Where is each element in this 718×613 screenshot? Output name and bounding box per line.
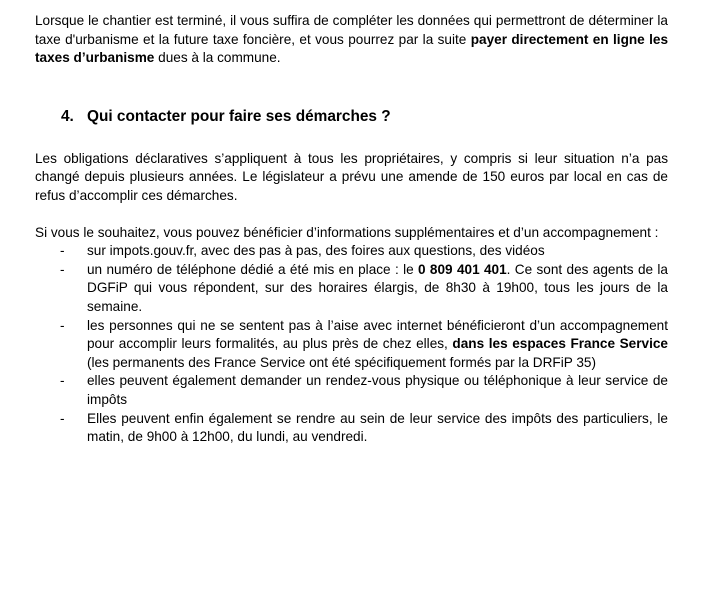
list-item-text: elles peuvent également demander un rendez-vous physique ou téléphonique à leur service de impôts	[87, 373, 668, 407]
bullet-dash: -	[60, 243, 65, 259]
help-list	[35, 242, 668, 447]
document-page	[35, 12, 668, 447]
bullet-dash: -	[60, 317, 65, 333]
list-item-text-tail: (les permanents des France Service ont été spécifiquement formés par la DRFiP 35)	[87, 354, 596, 370]
list-item	[35, 372, 668, 409]
paragraph-obligations: Les obligations déclaratives s’appliquent à tous les propriétaires, y compris si leur situation n’a pas changé depuis plusieurs années. Le législateur a prévu une amende de 150 euros par local en cas de refus d’accomplir ces démarches.	[35, 150, 668, 203]
bullet-dash: -	[60, 373, 65, 389]
list-item-text: sur impots.gouv.fr, avec des pas à pas, des foires aux questions, des vidéos	[87, 243, 545, 259]
section-heading	[61, 107, 668, 127]
list-item	[35, 261, 668, 317]
bullet-dash: -	[60, 410, 65, 426]
list-item-text: Elles peuvent enfin également se rendre au sein de leur service des impôts des particuliers, le matin, de 9h00 à 12h00, du lundi, au vendredi.	[87, 410, 668, 445]
paragraph-completion-text: Lorsque le chantier est terminé, il vous suffira de compléter les données qui permettront de déterminer la taxe d'urbanisme et la future taxe foncière, et vous pourrez par la suite	[35, 13, 668, 47]
list-item-text: un numéro de téléphone dédié a été mis en place : le	[87, 261, 419, 277]
france-service-emphasis: dans les espaces France Service	[452, 336, 668, 352]
list-item	[35, 242, 668, 261]
paragraph-completion	[35, 12, 668, 68]
paragraph-completion-bold: payer directement en ligne les taxes d’urbanisme	[35, 31, 669, 66]
list-item	[35, 317, 668, 373]
phone-number: 0 809 401 401	[418, 261, 507, 277]
section-number: 4.	[61, 107, 74, 125]
section-title: Qui contacter pour faire ses démarches ?	[87, 107, 391, 125]
bullet-dash: -	[60, 261, 65, 277]
list-item-text: les personnes qui ne se sentent pas à l’aise avec internet bénéficieront d’un accompagnement pour accomplir leurs formalités, au plus près de chez elles,	[87, 317, 668, 352]
list-item-text-tail: . Ce sont des agents de la DGFiP qui vous répondent, sur des horaires élargis, de 8h30 à 19h00, tous les jours de la semaine.	[87, 261, 668, 314]
paragraph-intro-help: Si vous le souhaitez, vous pouvez bénéficier d’informations supplémentaires et d’un accompagnement :	[35, 224, 659, 240]
paragraph-completion-tail: dues à la commune.	[154, 50, 281, 66]
list-item	[35, 410, 668, 447]
